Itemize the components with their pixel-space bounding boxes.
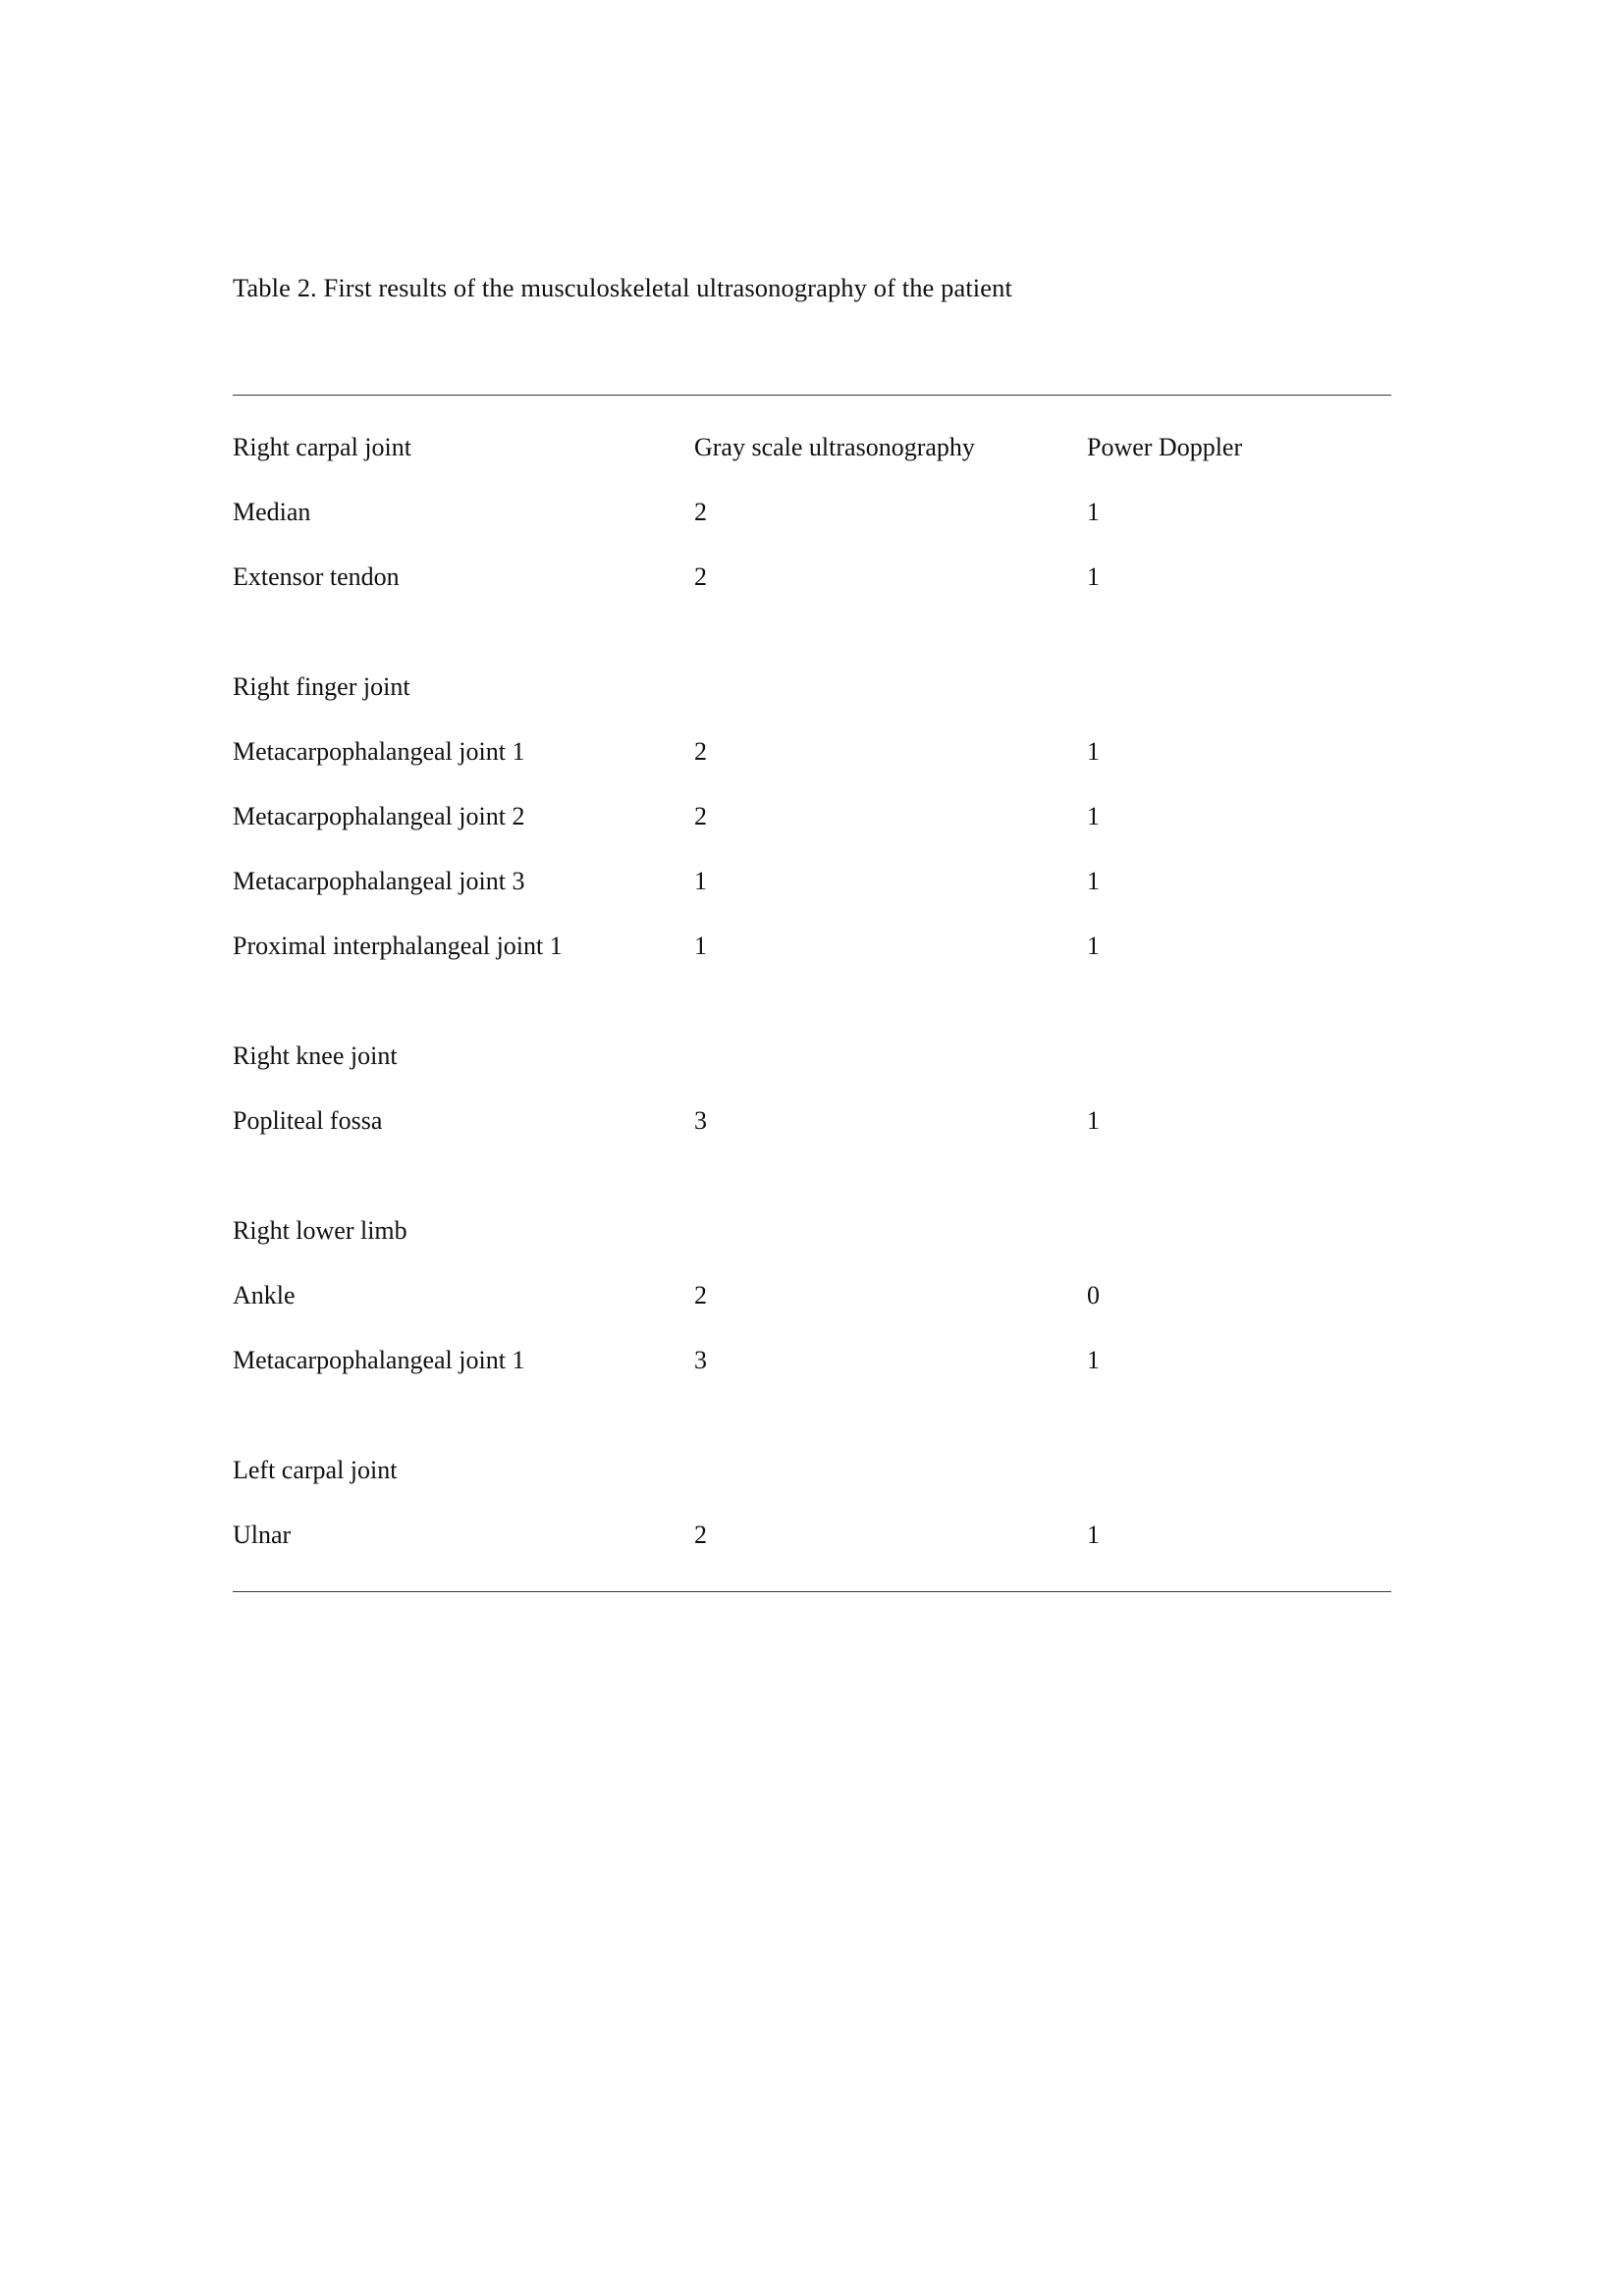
table-header-row <box>233 396 1391 480</box>
table-section-row <box>233 1153 1391 1263</box>
column-header-label: Right carpal joint <box>233 433 411 461</box>
table-row <box>233 545 1391 610</box>
row-gray-scale: 3 <box>694 1346 707 1374</box>
row-power-doppler: 0 <box>1087 1281 1100 1309</box>
table-bottom-rule <box>233 1591 1391 1592</box>
section-gray-scale <box>694 610 1087 720</box>
section-power-doppler <box>1087 1153 1391 1263</box>
table-row <box>233 784 1391 849</box>
table-row <box>233 1503 1391 1591</box>
row-label: Metacarpophalangeal joint 2 <box>233 802 525 830</box>
section-label: Right knee joint <box>233 1041 398 1070</box>
row-gray-scale: 2 <box>694 1281 707 1309</box>
row-power-doppler: 1 <box>1087 867 1100 895</box>
section-label: Left carpal joint <box>233 1456 398 1484</box>
table-body <box>233 396 1391 1592</box>
row-power-doppler: 1 <box>1087 932 1100 960</box>
table-section-row <box>233 979 1391 1089</box>
ultrasonography-results-table <box>233 395 1391 1592</box>
row-power-doppler: 1 <box>1087 1346 1100 1374</box>
row-power-doppler: 1 <box>1087 737 1100 766</box>
row-label: Metacarpophalangeal joint 1 <box>233 1346 525 1374</box>
row-label: Popliteal fossa <box>233 1106 383 1135</box>
column-header-power-doppler: Power Doppler <box>1087 433 1243 461</box>
rule-cell-1 <box>233 1591 694 1592</box>
row-gray-scale: 2 <box>694 1521 707 1549</box>
row-label: Extensor tendon <box>233 562 400 591</box>
table-row <box>233 720 1391 784</box>
row-power-doppler: 1 <box>1087 498 1100 526</box>
table-caption: Table 2. First results of the musculoskeletal ultrasonography of the patient <box>233 273 1012 302</box>
section-power-doppler <box>1087 610 1391 720</box>
row-gray-scale: 2 <box>694 737 707 766</box>
row-gray-scale: 3 <box>694 1106 707 1135</box>
section-label: Right lower limb <box>233 1216 407 1245</box>
section-power-doppler <box>1087 979 1391 1089</box>
row-label: Metacarpophalangeal joint 3 <box>233 867 525 895</box>
table-section-row <box>233 610 1391 720</box>
row-label: Proximal interphalangeal joint 1 <box>233 932 563 960</box>
table-row <box>233 480 1391 545</box>
table-row <box>233 849 1391 914</box>
row-gray-scale: 1 <box>694 932 707 960</box>
table-section-row <box>233 1393 1391 1503</box>
rule-cell-3 <box>1087 1591 1391 1592</box>
section-gray-scale <box>694 979 1087 1089</box>
row-gray-scale: 2 <box>694 562 707 591</box>
section-gray-scale <box>694 1153 1087 1263</box>
rule-cell-2 <box>694 1591 1087 1592</box>
row-power-doppler: 1 <box>1087 562 1100 591</box>
row-power-doppler: 1 <box>1087 802 1100 830</box>
section-power-doppler <box>1087 1393 1391 1503</box>
table-row <box>233 1089 1391 1153</box>
table-container <box>233 395 1391 1592</box>
row-label: Ulnar <box>233 1521 292 1549</box>
row-gray-scale: 2 <box>694 498 707 526</box>
row-label: Metacarpophalangeal joint 1 <box>233 737 525 766</box>
section-label: Right finger joint <box>233 672 410 701</box>
table-row <box>233 1263 1391 1328</box>
row-power-doppler: 1 <box>1087 1521 1100 1549</box>
row-gray-scale: 1 <box>694 867 707 895</box>
row-gray-scale: 2 <box>694 802 707 830</box>
row-label: Median <box>233 498 311 526</box>
column-header-gray-scale: Gray scale ultrasonography <box>694 433 975 461</box>
table-row <box>233 914 1391 979</box>
table-row <box>233 1328 1391 1393</box>
row-label: Ankle <box>233 1281 296 1309</box>
row-power-doppler: 1 <box>1087 1106 1100 1135</box>
section-gray-scale <box>694 1393 1087 1503</box>
